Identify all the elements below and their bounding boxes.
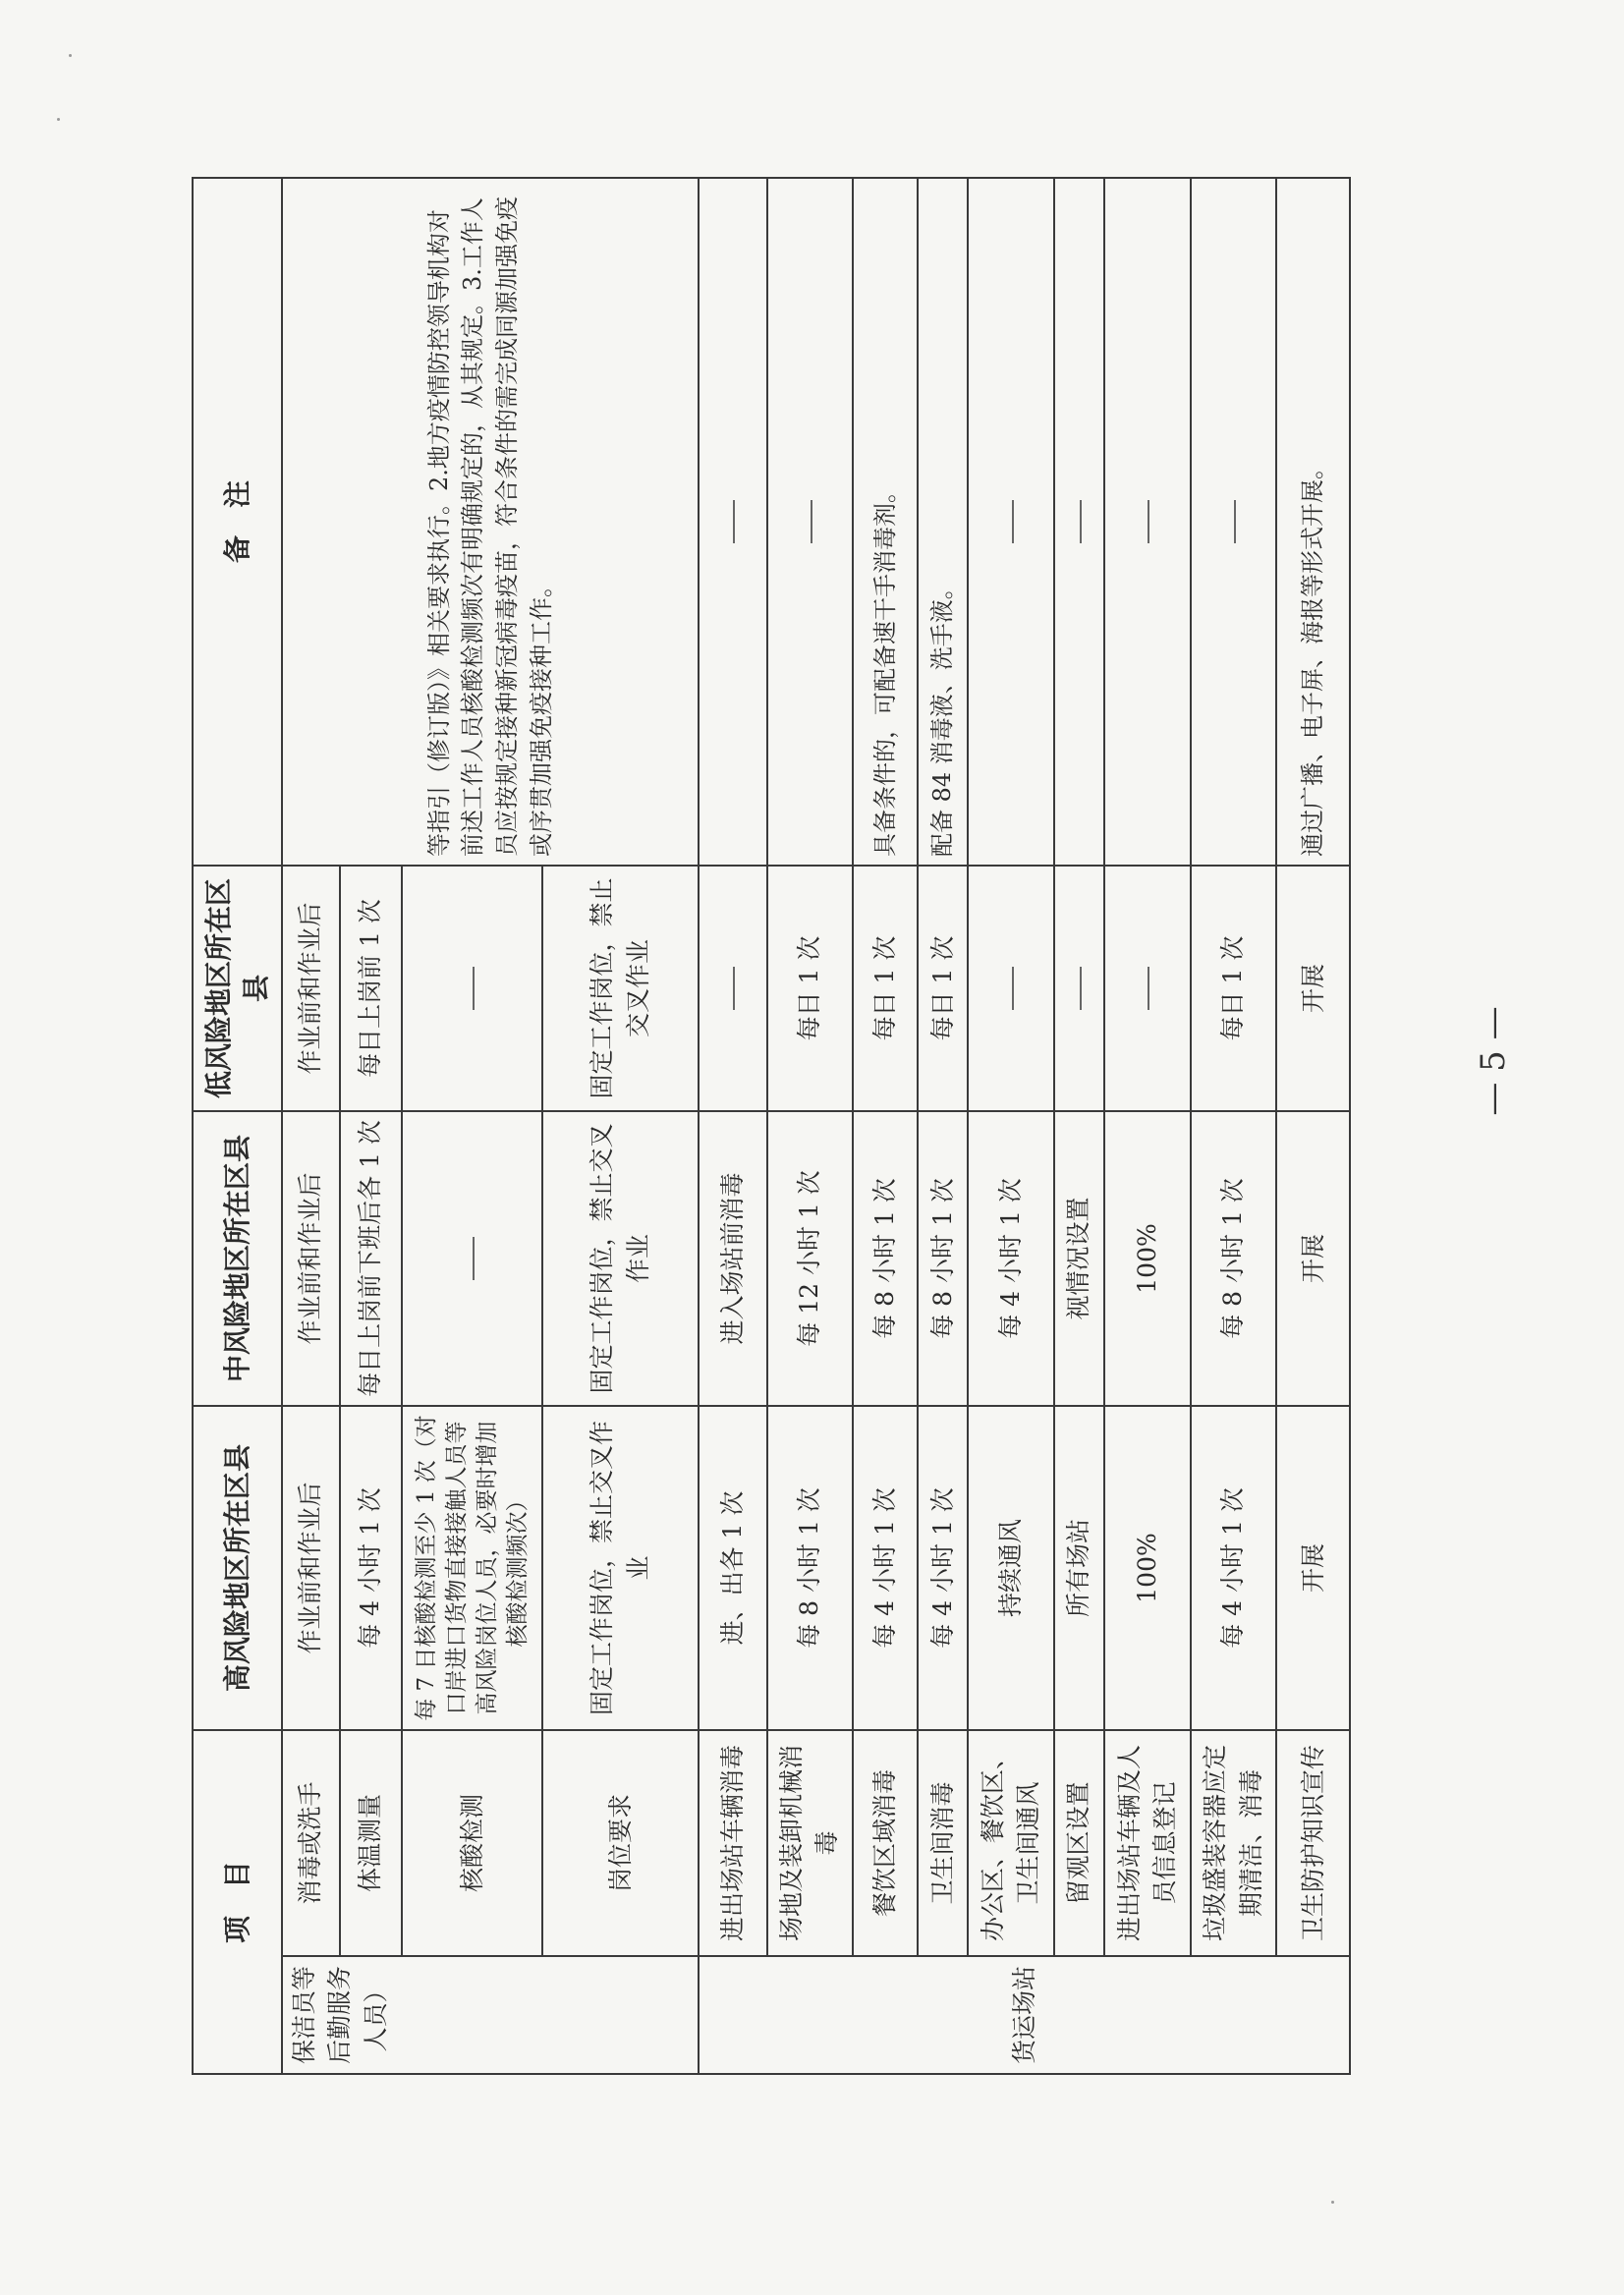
cell-low-empty (699, 866, 766, 1111)
epidemic-prevention-table (192, 177, 1351, 2075)
header-item: 项 目 (193, 1730, 282, 2074)
row-item: 场地及装卸机械消毒 (767, 1730, 854, 1956)
cell-high: 持续通风 (968, 1406, 1054, 1730)
cell-note-empty (1191, 178, 1277, 866)
cell-low-empty (1054, 866, 1104, 1111)
table-row (853, 178, 918, 2074)
row-item: 办公区、餐饮区、卫生间通风 (968, 1730, 1054, 1956)
dash-mark (1148, 967, 1149, 1010)
table-row (1054, 178, 1104, 2074)
cell-mid: 固定工作岗位，禁止交叉作业 (542, 1111, 700, 1406)
row-item: 体温测量 (340, 1730, 403, 1956)
cell-high: 每 7 日核酸检测至少 1 次（对口岸进口货物直接接触人员等高风险岗位人员，必要时增加核酸检测频次） (402, 1406, 542, 1730)
cell-mid: 开展 (1276, 1111, 1350, 1406)
table-row (282, 178, 339, 2074)
cell-low: 每日 1 次 (767, 866, 854, 1111)
cell-mid: 每日上岗前下班后各 1 次 (340, 1111, 403, 1406)
cell-low: 每日 1 次 (918, 866, 968, 1111)
rotated-table-container (192, 179, 1351, 2075)
cell-low-empty (968, 866, 1054, 1111)
cell-note: 配备 84 消毒液、洗手液。 (918, 178, 968, 866)
scan-speck (1331, 2201, 1334, 2204)
table-row (918, 178, 968, 2074)
scan-speck (57, 118, 60, 121)
cell-mid: 进入场站前消毒 (699, 1111, 766, 1406)
row-item: 进出场站车辆及人员信息登记 (1104, 1730, 1191, 1956)
row-item: 卫生防护知识宣传 (1276, 1730, 1350, 1956)
cell-high: 每 4 小时 1 次 (918, 1406, 968, 1730)
cell-low: 每日上岗前 1 次 (340, 866, 403, 1111)
dash-mark (1080, 967, 1082, 1010)
cell-high: 作业前和作业后 (282, 1406, 339, 1730)
dash-mark (473, 967, 475, 1010)
scan-speck (69, 54, 72, 57)
table-row (699, 178, 766, 2074)
cell-note-empty (699, 178, 766, 866)
cell-note-empty (968, 178, 1054, 866)
cell-note: 具备条件的，可配备速干手消毒剂。 (853, 178, 918, 866)
group-label-freight-station: 货运场站 (699, 1956, 1350, 2074)
dash-mark (1012, 967, 1014, 1010)
dash-mark (1012, 500, 1014, 543)
row-item: 垃圾盛装容器应定期清洁、消毒 (1191, 1730, 1277, 1956)
cell-mid: 100% (1104, 1111, 1191, 1406)
dash-mark (473, 1237, 475, 1280)
table-row (1276, 178, 1350, 2074)
cell-low: 作业前和作业后 (282, 866, 339, 1111)
table-header-row (193, 178, 282, 2074)
cell-low: 每日 1 次 (1191, 866, 1277, 1111)
table-row (767, 178, 854, 2074)
cell-high: 所有场站 (1054, 1406, 1104, 1730)
cell-note-empty (767, 178, 854, 866)
cell-mid: 每 8 小时 1 次 (853, 1111, 918, 1406)
cell-low: 每日 1 次 (853, 866, 918, 1111)
table-row (968, 178, 1054, 2074)
cell-low: 开展 (1276, 866, 1350, 1111)
dash-mark (1234, 500, 1236, 543)
cell-mid: 每 8 小时 1 次 (1191, 1111, 1277, 1406)
cell-high: 开展 (1276, 1406, 1350, 1730)
cell-high: 每 4 小时 1 次 (340, 1406, 403, 1730)
cell-mid: 每 12 小时 1 次 (767, 1111, 854, 1406)
row-item: 卫生间消毒 (918, 1730, 968, 1956)
dash-mark (733, 500, 735, 543)
cell-low-empty (1104, 866, 1191, 1111)
row-item: 消毒或洗手 (282, 1730, 339, 1956)
cell-high: 固定工作岗位，禁止交叉作业 (542, 1406, 700, 1730)
row-item: 岗位要求 (542, 1730, 700, 1956)
cell-mid-empty (402, 1111, 542, 1406)
cell-note: 通过广播、电子屏、海报等形式开展。 (1276, 178, 1350, 866)
cell-high: 每 4 小时 1 次 (1191, 1406, 1277, 1730)
header-mid-risk: 中风险地区所在区县 (193, 1111, 282, 1406)
note-staff: 等指引（修订版）》相关要求执行。2.地方疫情防控领导机构对前述工作人员核酸检测频次有明确规定的，从其规定。3.工作人员应按规定接种新冠病毒疫苗，符合条件的需完成同源加强免疫或序贯加强免疫接种工作。 (282, 178, 699, 866)
cell-low-empty (402, 866, 542, 1111)
row-item: 进出场站车辆消毒 (699, 1730, 766, 1956)
cell-high: 进、出各 1 次 (699, 1406, 766, 1730)
cell-high: 每 4 小时 1 次 (853, 1406, 918, 1730)
dash-mark (1148, 500, 1149, 543)
cell-mid: 作业前和作业后 (282, 1111, 339, 1406)
cell-mid: 每 4 小时 1 次 (968, 1111, 1054, 1406)
cell-mid: 视情况设置 (1054, 1111, 1104, 1406)
row-item: 核酸检测 (402, 1730, 542, 1956)
cell-note-empty (1104, 178, 1191, 866)
table-row (1104, 178, 1191, 2074)
cell-high: 100% (1104, 1406, 1191, 1730)
header-high-risk: 高风险地区所在区县 (193, 1406, 282, 1730)
row-item: 餐饮区域消毒 (853, 1730, 918, 1956)
table-row (1191, 178, 1277, 2074)
group-label-staff: 保洁员等后勤服务人员） (282, 1956, 699, 2074)
dash-mark (1080, 500, 1082, 543)
cell-high: 每 8 小时 1 次 (767, 1406, 854, 1730)
header-note: 备 注 (193, 178, 282, 866)
cell-note-empty (1054, 178, 1104, 866)
dash-mark (811, 500, 812, 543)
cell-mid: 每 8 小时 1 次 (918, 1111, 968, 1406)
page-number: — 5 — (1474, 1006, 1513, 1116)
cell-low: 固定工作岗位，禁止交叉作业 (542, 866, 700, 1111)
row-item: 留观区设置 (1054, 1730, 1104, 1956)
dash-mark (733, 967, 735, 1010)
header-low-risk: 低风险地区所在区县 (193, 866, 282, 1111)
